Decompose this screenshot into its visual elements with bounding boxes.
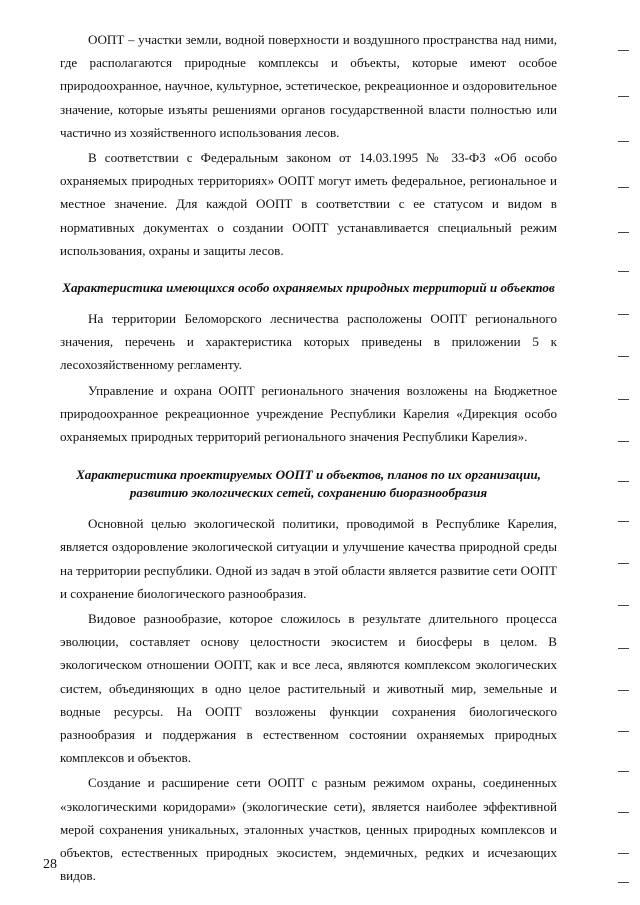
edge-mark	[618, 96, 629, 97]
paragraph-ecological-policy: Основной целью экологической политики, проводимой в Республике Карелия, является оздоровление экологической ситуации и улучшение качества природной среды на территории республики. Одной из задач в этой области является развитие сети ООПТ и сохранение биологического разнообразия.	[60, 516, 557, 601]
edge-mark	[618, 399, 629, 400]
page-content	[60, 10, 557, 888]
edge-mark	[618, 605, 629, 606]
edge-mark	[618, 563, 629, 564]
edge-mark	[618, 648, 629, 649]
edge-mark	[618, 187, 629, 188]
section-heading-line-2: развитию экологических сетей, сохранению биоразнообразия	[129, 485, 488, 501]
paragraph-oopt-definition: ООПТ – участки земли, водной поверхности и воздушного пространства над ними, где располагаются природные комплексы и объекты, которые имеют особое природоохранное, научное, культурное, эстетическое, рекреационное и оздоровительное значение, которые изъяты решениями органов государственной власти полностью или частично из хозяйственного использования лесов.	[60, 32, 557, 140]
edge-mark	[618, 690, 629, 691]
paragraph-federal-law: В соответствии с Федеральным законом от 14.03.1995 № 33-ФЗ «Об особо охраняемых природных территориях» ООПТ могут иметь федеральное, региональное и местное значение. Для каждой ООПТ в соответствии с ее статусом и видом в нормативных документах о создании ООПТ устанавливается специальный режим использования, охраны и защиты лесов.	[60, 150, 557, 258]
edge-mark	[618, 771, 629, 772]
edge-mark	[618, 50, 629, 51]
scan-edge-marks	[618, 0, 632, 905]
edge-mark	[618, 521, 629, 522]
section-heading-line-1: Характеристика проектируемых ООПТ и объектов, планов по их организации,	[76, 467, 541, 483]
section-heading-existing-oopt: Характеристика имеющихся особо охраняемых природных территорий и объектов	[62, 280, 555, 296]
edge-mark	[618, 882, 629, 883]
edge-mark	[618, 314, 629, 315]
edge-mark	[618, 356, 629, 357]
edge-mark	[618, 141, 629, 142]
paragraph-management: Управление и охрана ООПТ регионального значения возложены на Бюджетное природоохранное рекреационное учреждение Республики Карелия «Дирекция особо охраняемых природных территорий регионального значения Республики Карелия».	[60, 382, 557, 445]
paragraph-ecological-network: Создание и расширение сети ООПТ с разным режимом охраны, соединенных «экологическими коридорами» (экологические сети), является наиболее эффективной мерой сохранения уникальных, эталонных участков, ценных природных комплексов и объектов, естественных природных экосистем, эндемичных, редких и исчезающих видов.	[60, 775, 557, 884]
page-number: 28	[43, 857, 57, 872]
section-heading-planned-oopt	[60, 466, 557, 502]
edge-mark	[618, 853, 629, 854]
edge-mark	[618, 271, 629, 272]
paragraph-belomorsk-oopt: На территории Беломорского лесничества расположены ООПТ регионального значения, перечень и характеристика которых приведены в приложении 5 к лесохозяйственному регламенту.	[60, 311, 557, 373]
edge-mark	[618, 232, 629, 233]
paragraph-species-diversity: Видовое разнообразие, которое сложилось в результате длительного процесса эволюции, составляет основу целостности экосистем и биосферы в целом. В экологическом отношении ООПТ, как и все леса, являются комплексом экологических систем, объединяющих в одно целое растительный и животный мир, земельные и водные ресурсы. На ООПТ возложены функции сохранения биологического разнообразия и поддержания в естественном состоянии охраняемых природных комплексов и объектов.	[60, 611, 557, 766]
edge-mark	[618, 441, 629, 442]
edge-mark	[618, 481, 629, 482]
edge-mark	[618, 812, 629, 813]
edge-mark	[618, 731, 629, 732]
